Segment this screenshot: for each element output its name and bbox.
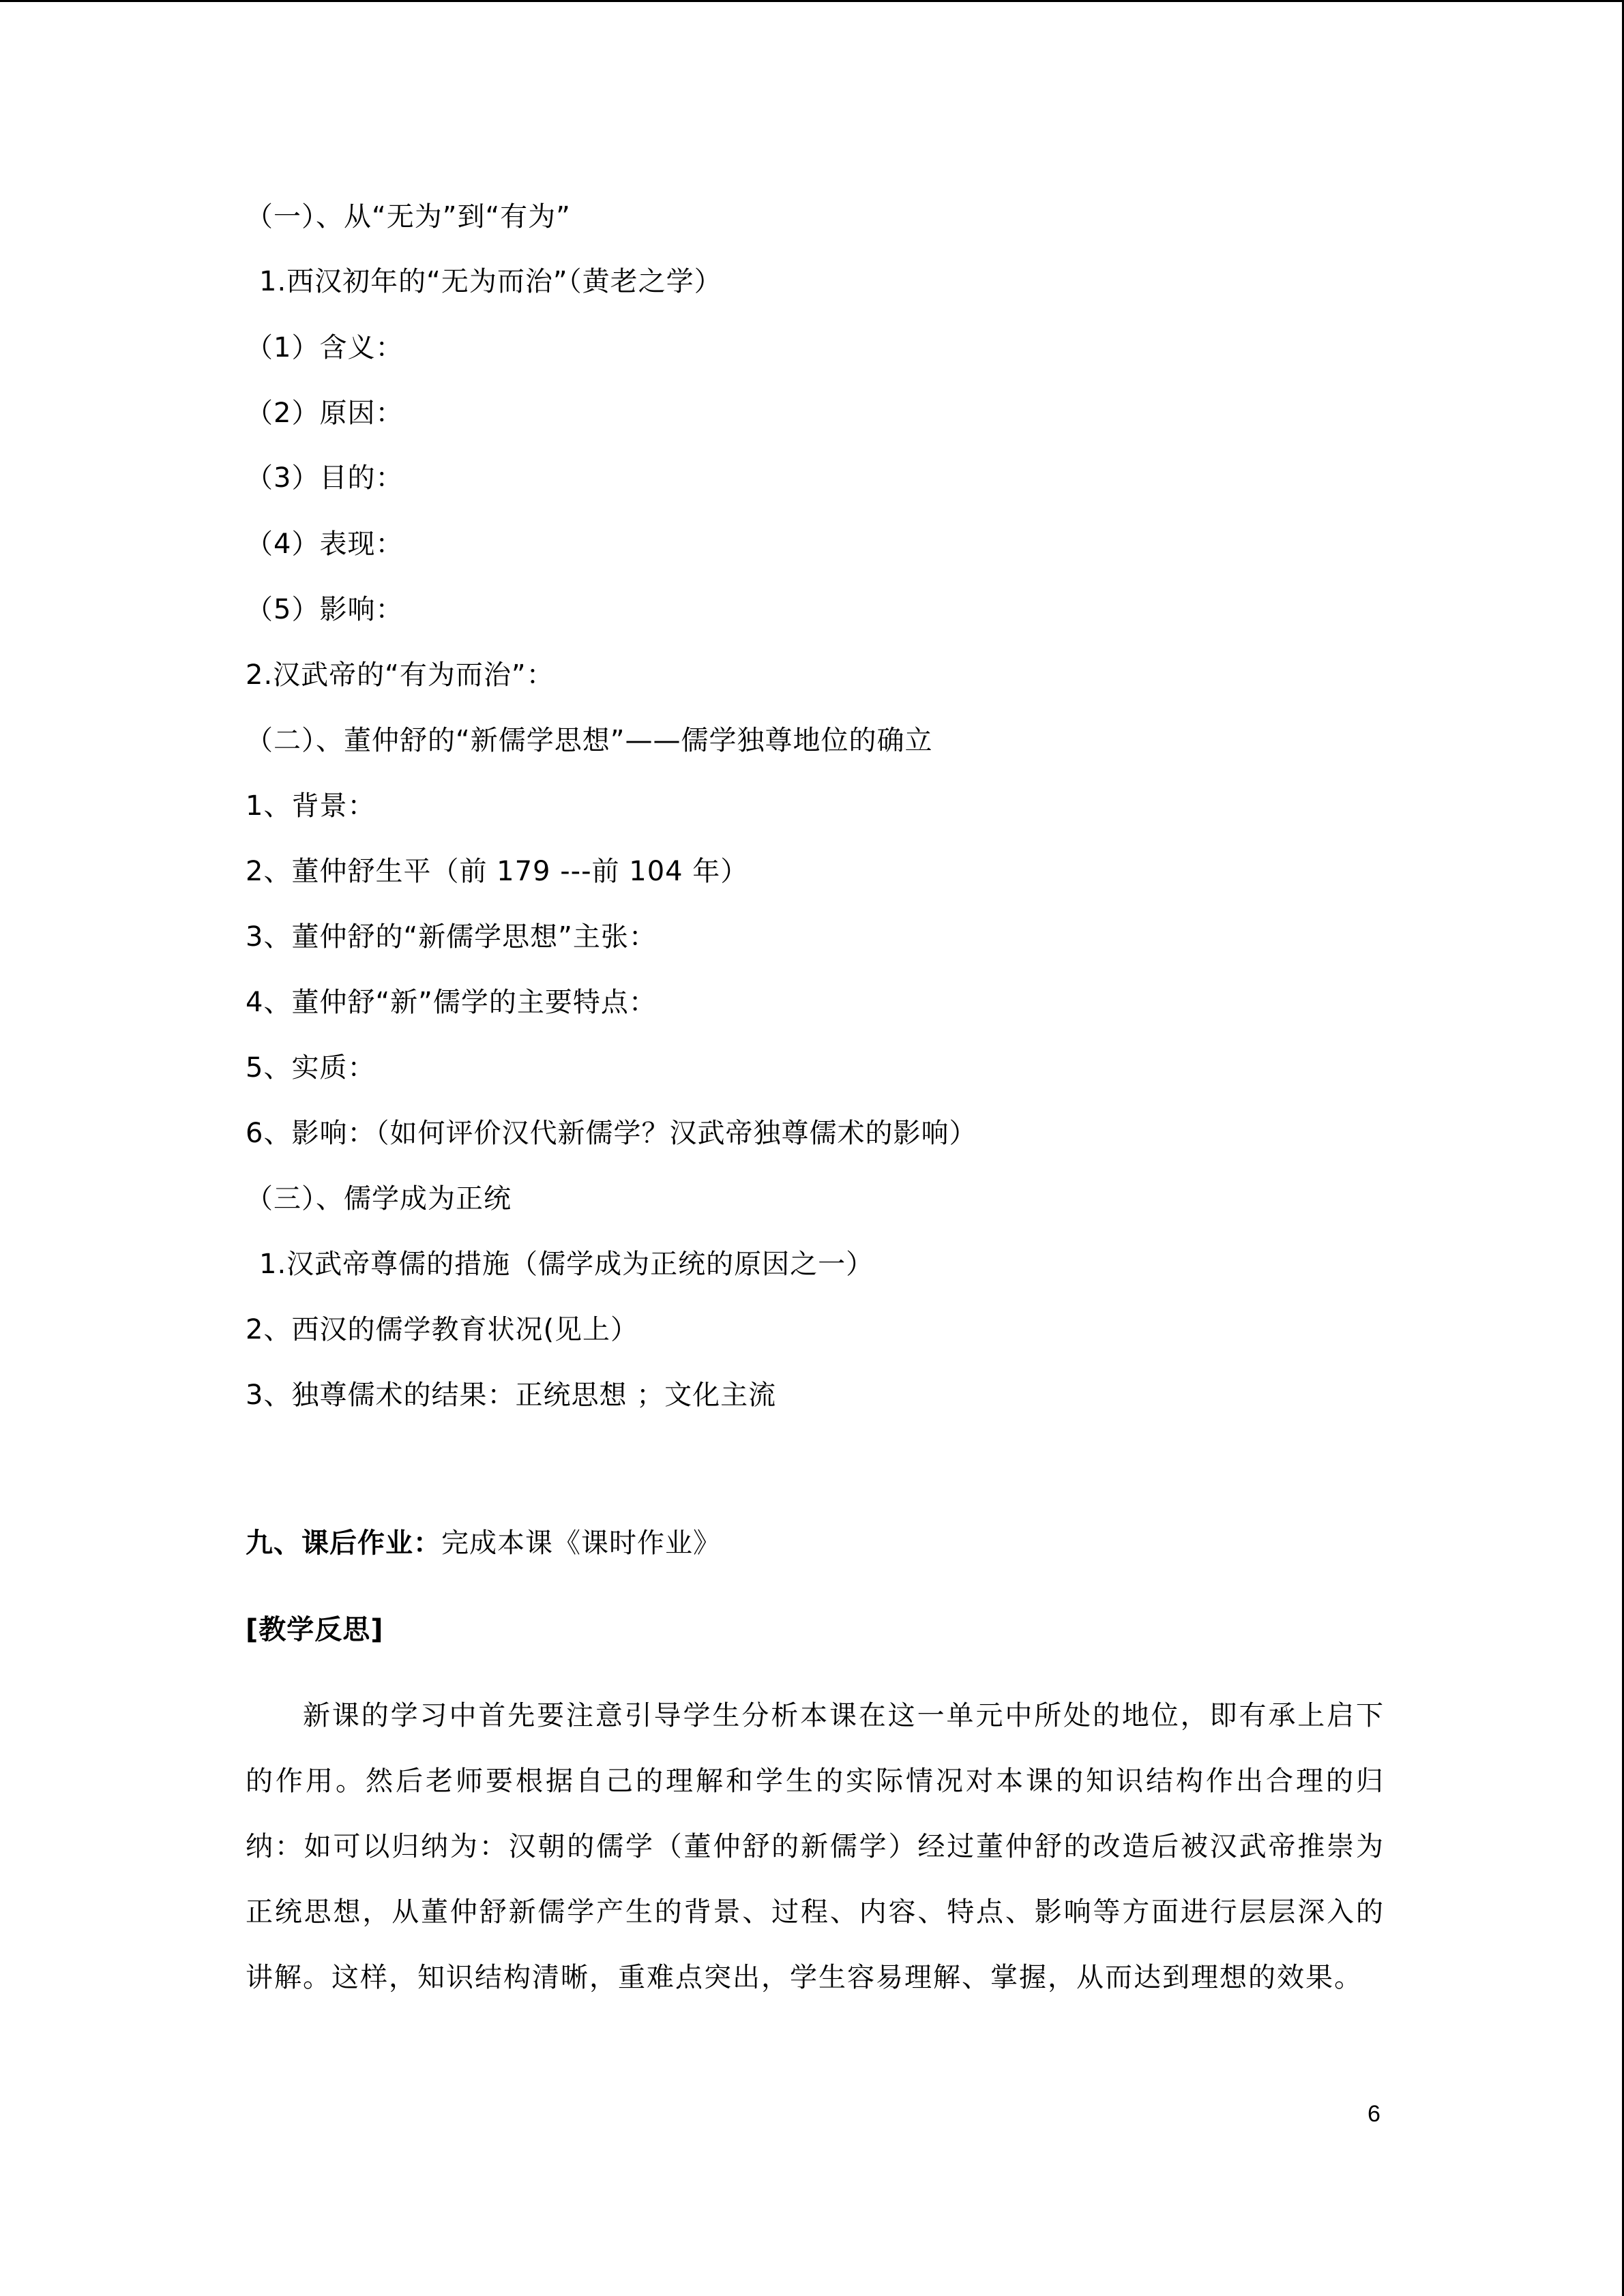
- homework-label: 九、课后作业：: [246, 1527, 441, 1559]
- homework-text: 完成本课《课时作业》: [441, 1527, 721, 1559]
- outline-item: 1、背景：: [246, 790, 376, 822]
- outline-subitem: （2）原因：: [246, 398, 404, 429]
- outline-item: 6、影响：（如何评价汉代新儒学？汉武帝独尊儒术的影响）: [246, 1118, 977, 1149]
- outline-item: 1.汉武帝尊儒的措施（儒学成为正统的原因之一）: [259, 1249, 874, 1280]
- homework-line: [246, 1524, 721, 1562]
- outline-item: 3、董仲舒的“新儒学思想”主张：: [246, 921, 657, 953]
- outline-subitem: （1）含义：: [246, 332, 404, 363]
- outline-item: 2、西汉的儒学教育状况(见上）: [246, 1314, 639, 1345]
- section-heading-3: （三）、儒学成为正统: [246, 1183, 512, 1214]
- outline-item: 2、董仲舒生平（前 179 ---前 104 年）: [246, 856, 749, 887]
- outline-item: 1.西汉初年的“无为而治”（黄老之学）: [259, 266, 722, 297]
- page-top-border: [0, 0, 1624, 2]
- outline-item: 5、实质：: [246, 1052, 376, 1084]
- outline-subitem: （3）目的：: [246, 462, 404, 494]
- outline-item: 4、董仲舒“新”儒学的主要特点：: [246, 987, 657, 1018]
- outline-subitem: （4）表现：: [246, 528, 404, 560]
- section-heading-2: （二）、董仲舒的“新儒学思想”——儒学独尊地位的确立: [246, 725, 933, 756]
- outline-subitem: （5）影响：: [246, 594, 404, 625]
- section-heading-1: （一）、从“无为”到“有为”: [246, 201, 571, 233]
- reflection-paragraph: 新课的学习中首先要注意引导学生分析本课在这一单元中所处的地位，即有承上启下的作用。然后老师要根据自己的理解和学生的实际情况对本课的知识结构作出合理的归纳：如可以归纳为：汉朝的儒学（董仲舒的新儒学）经过董仲舒的改造后被汉武帝推崇为正统思想，从董仲舒新儒学产生的背景、过程、内容、特点、影响等方面进行层层深入的讲解。这样，知识结构清晰，重难点突出，学生容易理解、掌握，从而达到理想的效果。: [246, 1700, 1385, 1993]
- reflection-title: [教学反思]: [246, 1614, 384, 1645]
- outline-item: 2.汉武帝的“有为而治”：: [246, 659, 555, 691]
- outline-item: 3、独尊儒术的结果：正统思想 ；文化主流: [246, 1380, 777, 1411]
- page-number: 6: [1368, 2101, 1381, 2127]
